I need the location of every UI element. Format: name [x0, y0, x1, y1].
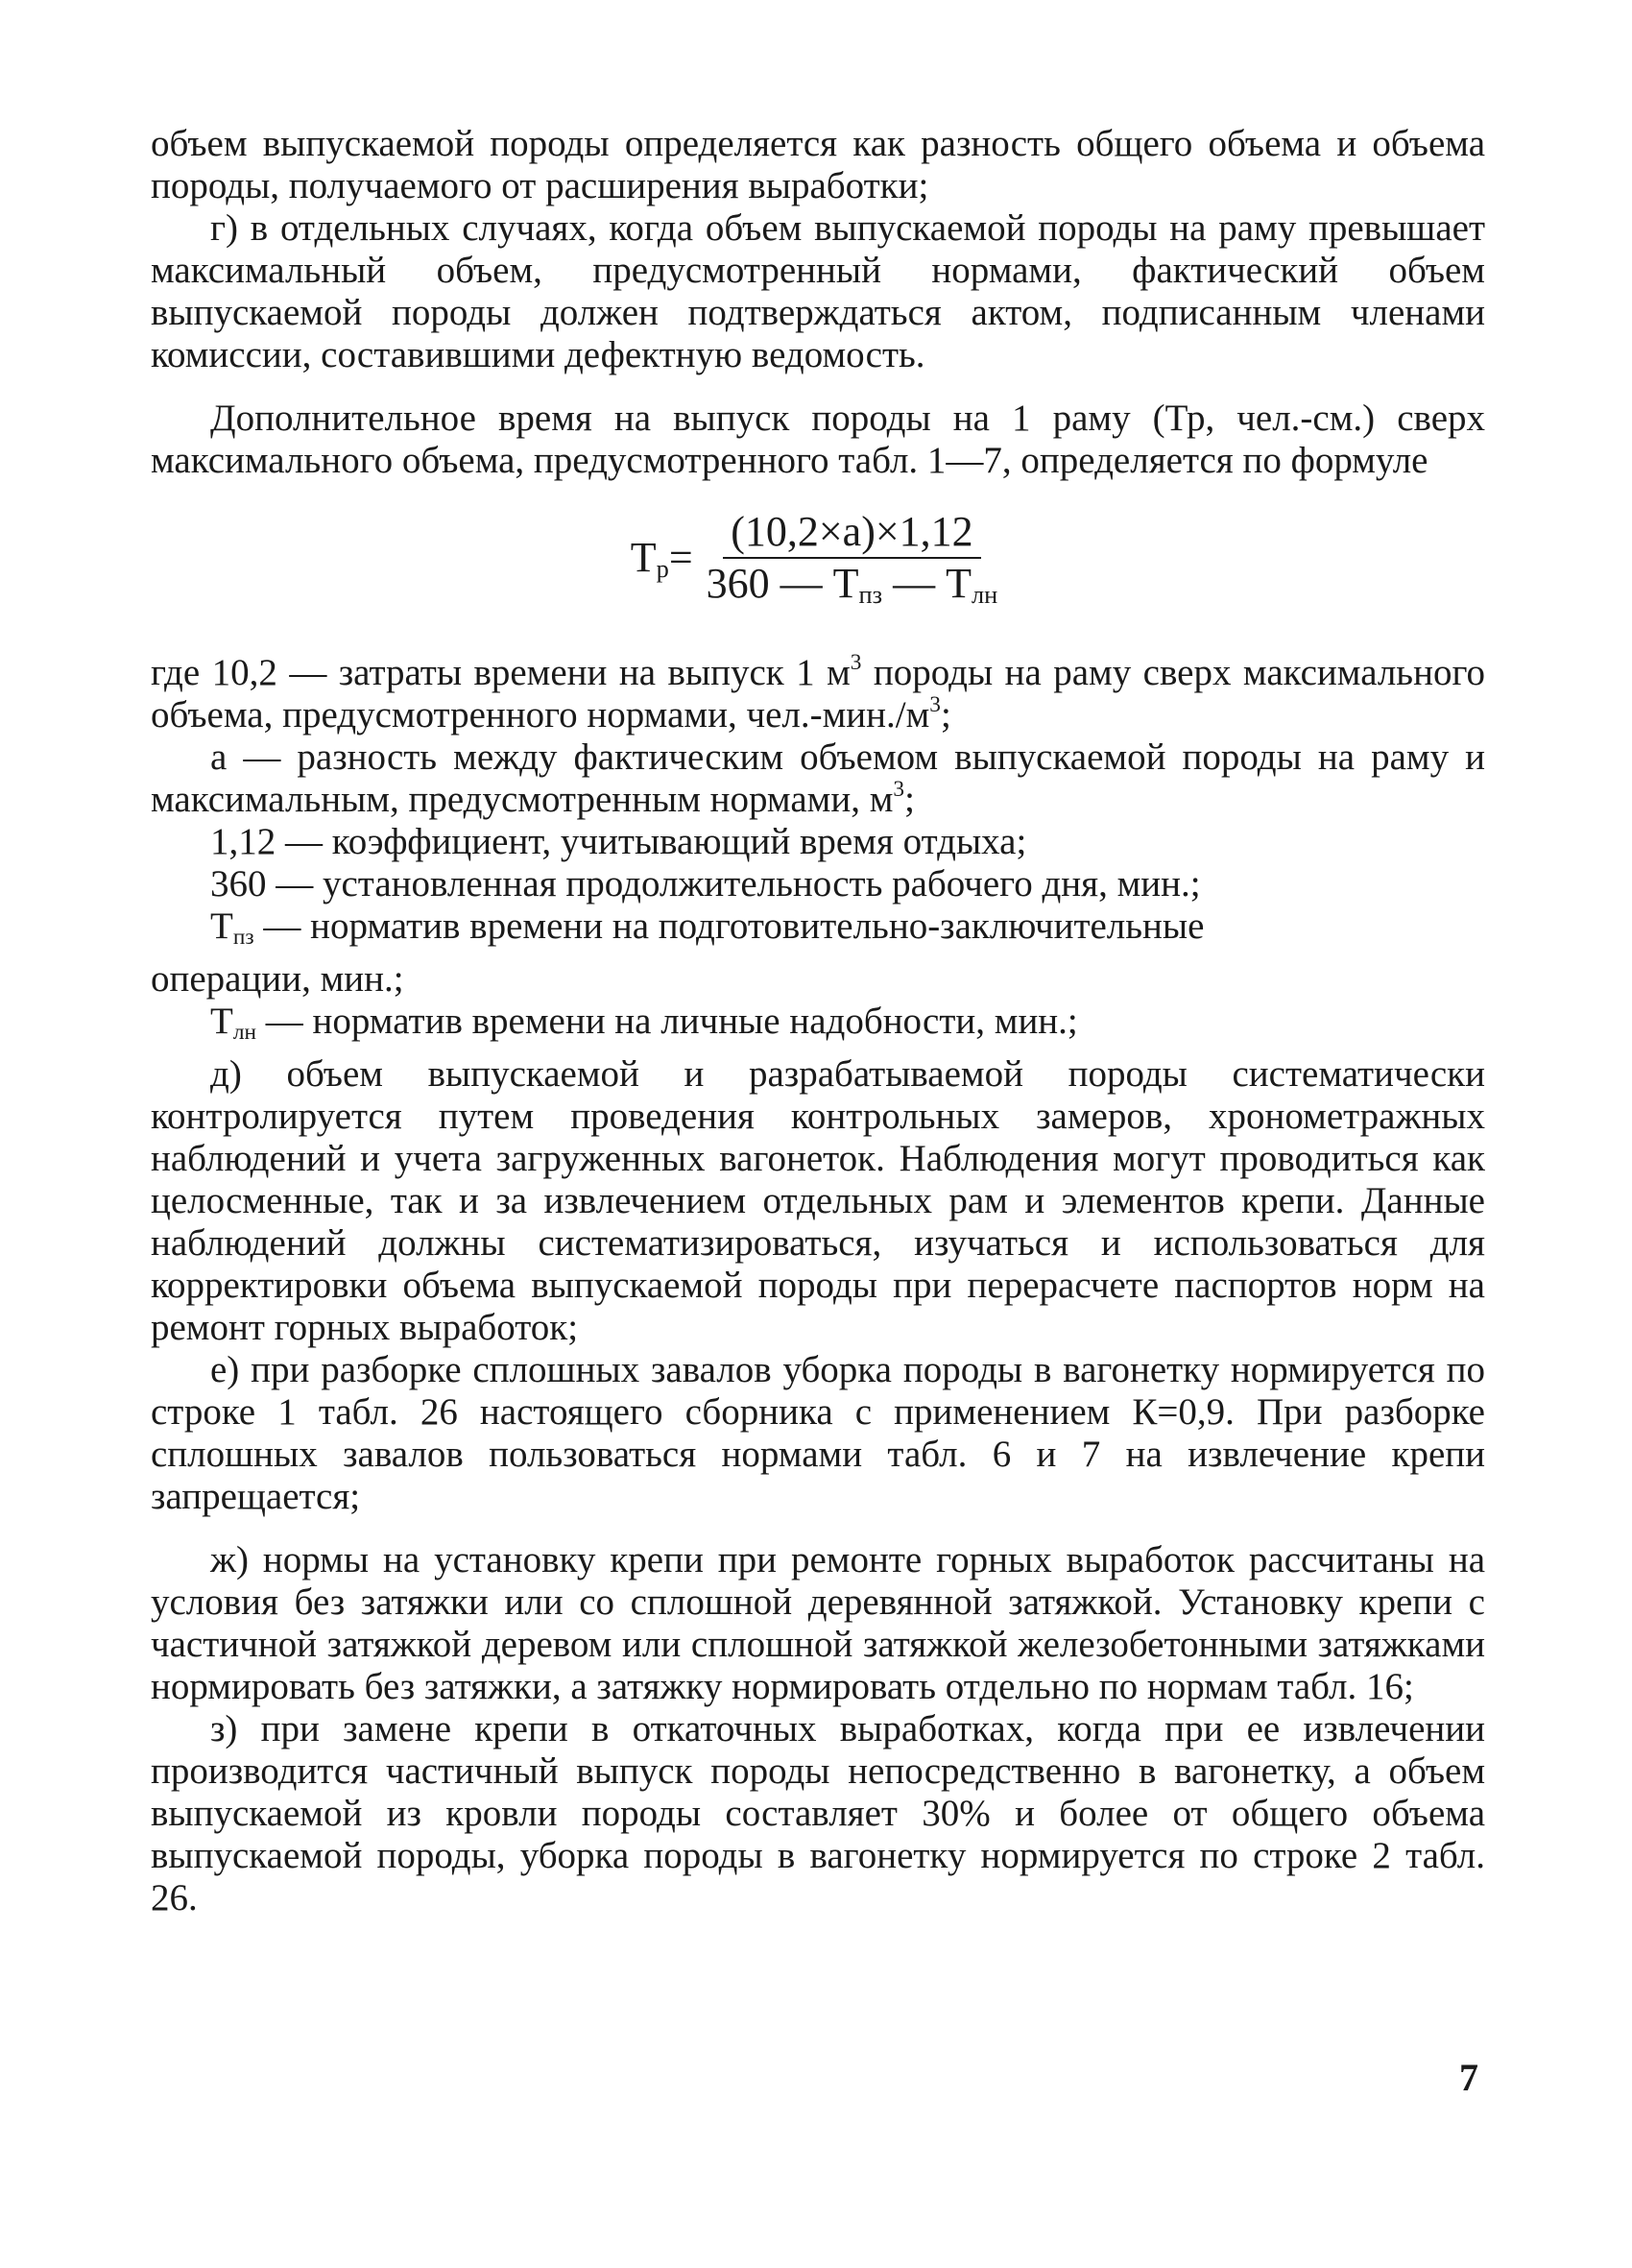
definition-tpz: $Т_{пз}$ — норматив времени на подготовительно-заключительные [210, 905, 1205, 950]
item-zh: ж) нормы на установку крепи при ремонте горных выработок рассчитаны на условия без затяжки или со сплошной деревянной затяжкой. Установку крепи с частичной затяжкой деревом или сплошной затяжкой железобетонными затяжками нормировать без затяжки, а затяжку нормировать отдельно по нормам табл. 16; [151, 1539, 1485, 1707]
formula [151, 508, 1485, 615]
page-number: 7 [1459, 2056, 1478, 2099]
formula-denominator: 360 — $Т_{пз}$ — $Т_{лн}$ [706, 560, 998, 609]
definition-10-2: где 10,2 — затраты времени на выпуск 1 $м^3$ породы на раму сверх максимального объема, предусмотренного нормами, $чел.-мин./м^3$; [151, 650, 1485, 736]
formula-numerator: (10,2×а)×1,12 [723, 511, 980, 559]
formula-fraction [699, 508, 1006, 615]
paragraph-volume-definition: объем выпускаемой породы определяется как разность общего объема и объема породы, получаемого от расширения выработки; [151, 123, 1485, 206]
paragraph-additional-time: Дополнительное время на выпуск породы на 1 раму (Тр, чел.-см.) сверх максимального объема, предусмотренного табл. 1—7, определяется по формуле [151, 398, 1485, 481]
definition-1-12: 1,12 — коэффициент, учитывающий время отдыха; [210, 821, 1027, 862]
formula-lhs: $Т_р=$ [630, 534, 693, 583]
item-z: з) при замене крепи в откаточных выработках, когда при ее извлечении производится частичный выпуск породы непосредственно в вагонетку, а объем выпускаемой из кровли породы составляет 30% и более от общего объема выпускаемой породы, уборка породы в вагонетку нормируется по строке 2 табл. 26. [151, 1708, 1485, 1918]
definition-tln: $Т_{лн}$ — норматив времени на личные надобности, мин.; [210, 1001, 1078, 1045]
item-g: г) в отдельных случаях, когда объем выпускаемой породы на раму превышает максимальный объем, предусмотренный нормами, фактический объем выпускаемой породы должен подтверждаться актом, подписанным членами комиссии, составившими дефектную ведомость. [151, 207, 1485, 375]
definition-a: а — разность между фактическим объемом выпускаемой породы на раму и максимальным, предусмотренным нормами, $м^3$; [151, 736, 1485, 820]
item-e: е) при разборке сплошных завалов уборка породы в вагонетку нормируется по строке 1 табл. 26 настоящего сборника с применением К=0,9. При разборке сплошных завалов пользоваться нормами табл. 6 и 7 на извлечение крепи запрещается; [151, 1349, 1485, 1517]
item-d: д) объем выпускаемой и разрабатываемой породы систематически контролируется путем проведения контрольных замеров, хронометражных наблюдений и учета загруженных вагонеток. Наблюдения могут проводиться как целосменные, так и за извлечением отдельных рам и элементов крепи. Данные наблюдений должны систематизироваться, изучаться и использоваться для корректировки объема выпускаемой породы при перерасчете паспортов норм на ремонт горных выработок; [151, 1053, 1485, 1348]
definition-tpz-continued: операции, мин.; [151, 958, 404, 1000]
page-body [151, 123, 1485, 1919]
definition-360: 360 — установленная продолжительность рабочего дня, мин.; [210, 863, 1201, 905]
